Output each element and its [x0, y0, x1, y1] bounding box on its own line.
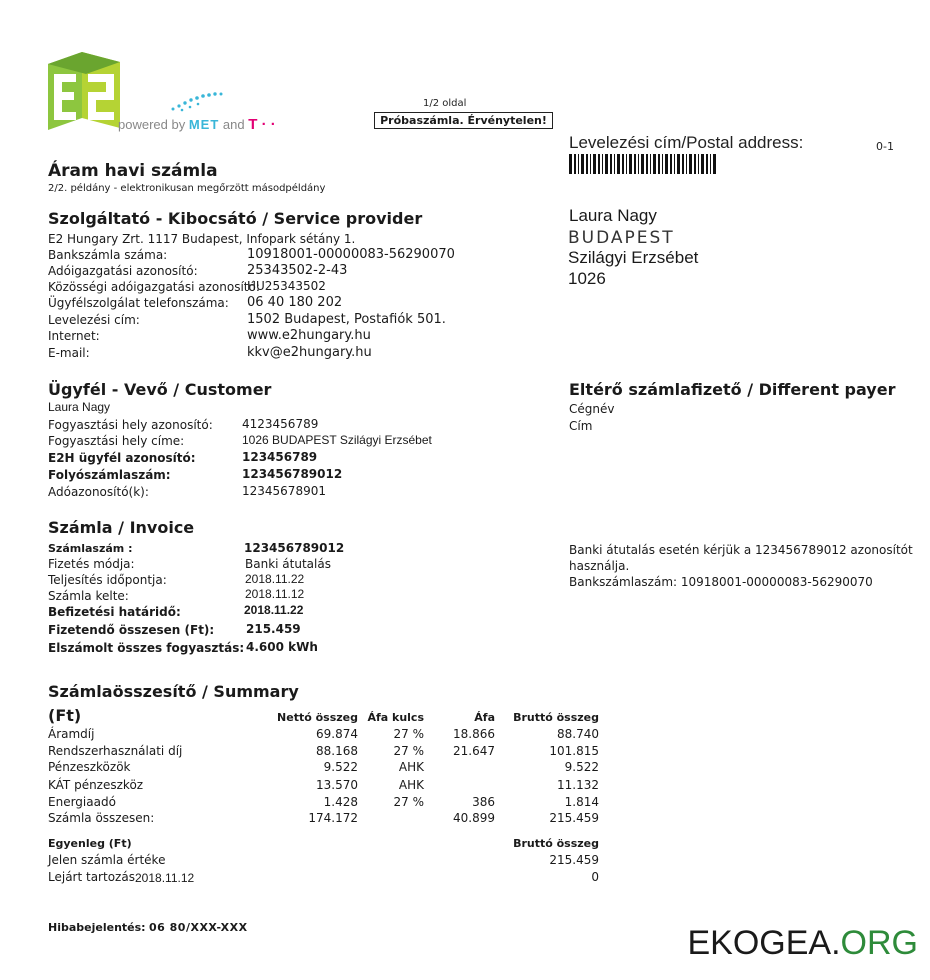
provider-label: E-mail: [48, 346, 90, 360]
fault-report-label: Hibabejelentés: [48, 921, 146, 934]
row-label: Energiaadó [48, 795, 116, 809]
provider-value: 1502 Budapest, Postafiók 501. [247, 312, 446, 327]
overdue-label: Lejárt tartozás [48, 870, 135, 884]
rate-cell: AHK [398, 760, 424, 774]
row-label: Számla összesen: [48, 811, 155, 825]
provider-value: HU25343502 [247, 279, 326, 293]
invoice-heading: Számla / Invoice [48, 518, 195, 537]
summary-unit: (Ft) [48, 706, 82, 725]
payer-company-label: Cégnév [569, 402, 615, 416]
overdue-value: 0 [591, 870, 599, 884]
net-cell: 13.570 [316, 778, 358, 792]
customer-label: Adóazonosító(k): [48, 485, 149, 499]
bank-account-note: Bankszámlaszám: 10918001-00000083-56290070 [569, 575, 873, 589]
invoice-label: Teljesítés időpontja: [48, 573, 167, 587]
rate-cell: 27 % [393, 744, 424, 758]
provider-label: Adóigazgatási azonosító: [48, 264, 198, 278]
e2-logo [48, 52, 128, 132]
provider-label: Levelezési cím: [48, 313, 140, 327]
net-cell: 69.874 [316, 727, 358, 741]
customer-name: Laura Nagy [48, 400, 111, 414]
customer-value: 1026 BUDAPEST Szilágyi Erzsébet [242, 433, 432, 447]
invoice-label: Fizetés módja: [48, 557, 135, 571]
barcode-icon [569, 154, 717, 174]
vat-cell: 386 [472, 795, 495, 809]
gross-cell: 215.459 [549, 811, 599, 825]
provider-value: 06 40 180 202 [247, 295, 343, 310]
row-label: Pénzeszközök [48, 760, 131, 774]
payer-heading: Eltérő számlafizető / Different payer [569, 380, 896, 399]
provider-address: E2 Hungary Zrt. 1117 Budapest, Infopark sétány 1. [48, 232, 356, 246]
provider-value: 25343502-2-43 [247, 263, 348, 278]
telekom-logo: T · · [248, 116, 276, 133]
recipient-city: BUDAPEST [568, 228, 675, 248]
document-title: Áram havi számla [48, 161, 218, 181]
net-cell: 174.172 [308, 811, 358, 825]
balance-gross-header: Bruttó összeg [513, 837, 599, 850]
invoice-value: 123456789012 [244, 541, 345, 555]
customer-value: 4123456789 [242, 417, 319, 431]
customer-label: E2H ügyfél azonosító: [48, 451, 196, 465]
gross-cell: 101.815 [549, 744, 599, 758]
provider-label: Ügyfélszolgálat telefonszáma: [48, 296, 229, 310]
provider-email[interactable]: kkv@e2hungary.hu [247, 345, 372, 360]
summary-heading: Számlaösszesítő / Summary [48, 682, 299, 701]
fault-report-phone: 06 80/XXX-XXX [149, 921, 248, 934]
powered-by: powered by MET and T · · [118, 116, 276, 133]
provider-value: 10918001-00000083-56290070 [247, 247, 455, 262]
invoice-total-value: 215.459 [246, 622, 301, 636]
net-cell: 9.522 [323, 760, 358, 774]
current-invoice-value: 215.459 [549, 853, 599, 867]
met-dots-icon [170, 90, 225, 116]
page-indicator: 1/2 oldal [423, 98, 467, 109]
customer-label: Fogyasztási hely címe: [48, 434, 185, 448]
invoice-value: 2018.11.22 [245, 572, 305, 586]
gross-cell: 88.740 [557, 727, 599, 741]
customer-value: 123456789 [242, 450, 318, 464]
gross-cell: 1.814 [564, 795, 599, 809]
payer-address-label: Cím [569, 419, 593, 433]
customer-heading: Ügyfél - Vevő / Customer [48, 380, 272, 399]
recipient-zip: 1026 [568, 269, 606, 288]
provider-heading: Szolgáltató - Kibocsátó / Service provider [48, 209, 423, 228]
invoice-value: Banki átutalás [245, 557, 331, 571]
row-label: KÁT pénzeszköz [48, 778, 144, 792]
invoice-value: 2018.11.12 [245, 587, 305, 601]
gross-cell: 11.132 [557, 778, 599, 792]
overdue-date: 2018.11.12 [135, 871, 195, 885]
customer-label: Fogyasztási hely azonosító: [48, 418, 213, 432]
net-cell: 88.168 [316, 744, 358, 758]
invoice-label: Számla kelte: [48, 589, 129, 603]
rate-cell: 27 % [393, 727, 424, 741]
recipient-street: Szilágyi Erzsébet [568, 248, 699, 267]
col-header-net: Nettó összeg [277, 711, 358, 724]
col-header-gross: Bruttó összeg [513, 711, 599, 724]
vat-cell: 21.647 [453, 744, 495, 758]
invoice-label: Számlaszám : [48, 542, 133, 555]
document-subtitle: 2/2. példány - elektronikusan megőrzött másodpéldány [48, 183, 326, 194]
provider-label: Internet: [48, 329, 100, 343]
customer-label: Folyószámlaszám: [48, 468, 171, 482]
provider-label: Bankszámla száma: [48, 248, 168, 262]
provider-label: Közösségi adóigazgatási azonosító: [48, 280, 260, 294]
vat-cell: 40.899 [453, 811, 495, 825]
provider-website[interactable]: www.e2hungary.hu [247, 328, 371, 343]
net-cell: 1.428 [323, 795, 358, 809]
row-label: Áramdíj [48, 727, 95, 741]
customer-value: 123456789012 [242, 467, 343, 481]
invoice-label: Elszámolt összes fogyasztás: [48, 641, 245, 655]
invoice-label: Befizetési határidő: [48, 605, 181, 619]
customer-value: 12345678901 [242, 484, 326, 498]
rate-cell: AHK [398, 778, 424, 792]
row-label: Rendszerhasználati díj [48, 744, 183, 758]
balance-heading: Egyenleg (Ft) [48, 837, 132, 850]
bank-transfer-note: használja. [569, 559, 630, 573]
postal-address-label: Levelezési cím/Postal address: [569, 133, 804, 152]
postal-code: 0-1 [876, 140, 894, 153]
gross-cell: 9.522 [564, 760, 599, 774]
bank-transfer-note: Banki átutalás esetén kérjük a 123456789012 azonosítót [569, 543, 913, 557]
recipient-name: Laura Nagy [569, 206, 657, 225]
invoice-label: Fizetendő összesen (Ft): [48, 623, 215, 637]
invoice-consumption-value: 4.600 kWh [246, 640, 318, 654]
col-header-vat: Áfa [474, 711, 495, 724]
met-logo: MET [188, 117, 220, 132]
current-invoice-label: Jelen számla értéke [48, 853, 166, 867]
invoice-value: 2018.11.22 [244, 603, 304, 617]
watermark-logo: EKOGEA.ORG [687, 924, 918, 962]
test-invoice-notice: Próbaszámla. Érvénytelen! [374, 112, 553, 129]
vat-cell: 18.866 [453, 727, 495, 741]
rate-cell: 27 % [393, 795, 424, 809]
col-header-rate: Áfa kulcs [367, 711, 424, 724]
